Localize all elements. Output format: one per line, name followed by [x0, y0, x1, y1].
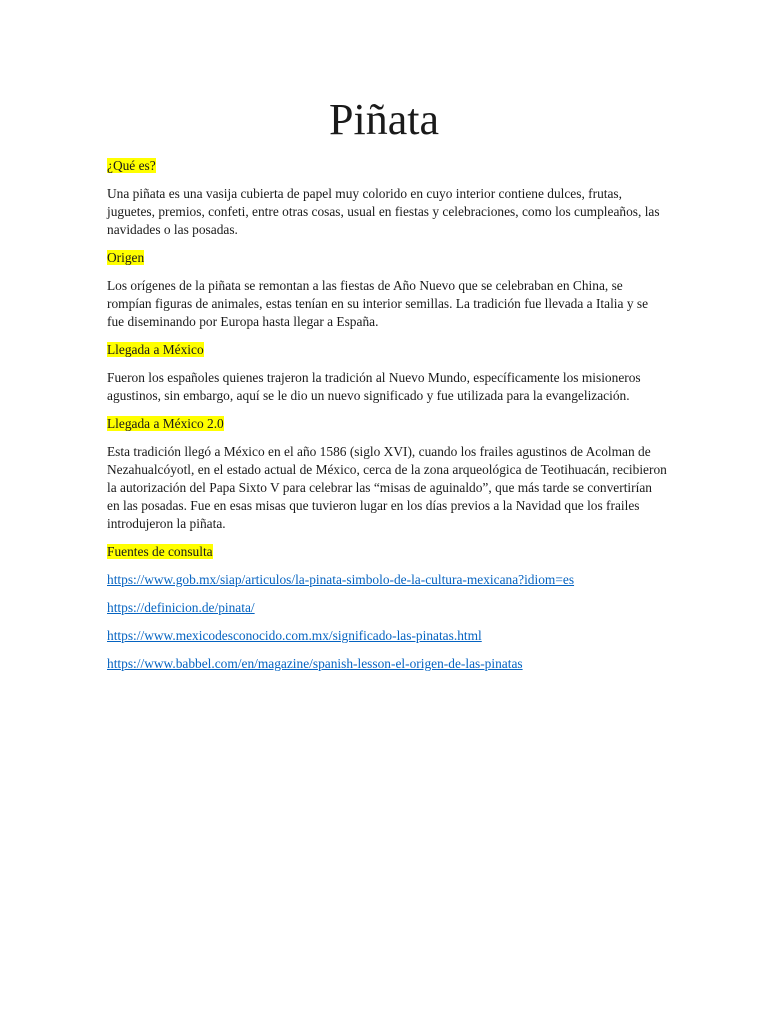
section-heading-fuentes — [107, 543, 667, 561]
highlighted-heading-text: Llegada a México — [107, 342, 204, 357]
section-heading-llegada-a-mexico — [107, 341, 667, 359]
section-paragraph-llegada-a-mexico: Fueron los españoles quienes trajeron la tradición al Nuevo Mundo, específicamente los misioneros agustinos, sin embargo, aquí se le dio un nuevo significado y fue utilizada para la evangelización. — [107, 370, 641, 403]
highlighted-heading-text: ¿Qué es? — [107, 158, 156, 173]
section-heading-llegada-a-mexico-2 — [107, 415, 667, 433]
highlighted-heading-text: Fuentes de consulta — [107, 544, 213, 559]
section-heading-origen — [107, 249, 667, 267]
highlighted-heading-text: Origen — [107, 250, 145, 265]
source-link-mexicodesconocido[interactable]: https://www.mexicodesconocido.com.mx/significado-las-pinatas.html — [107, 628, 482, 643]
highlighted-heading-text: Llegada a México 2.0 — [107, 416, 224, 431]
section-paragraph-origen: Los orígenes de la piñata se remontan a las fiestas de Año Nuevo que se celebraban en China, se rompían figuras de animales, estas tenían en su interior semillas. La tradición fue llevada a Italia y se fue diseminando por Europa hasta llegar a España. — [107, 278, 649, 329]
section-paragraph-que-es: Una piñata es una vasija cubierta de papel muy colorido en cuyo interior contiene dulces, frutas, juguetes, premios, confeti, entre otras cosas, usual en fiestas y celebraciones, como los cumpleaños, las navidades o las posadas. — [107, 186, 660, 237]
source-link-gob[interactable]: https://www.gob.mx/siap/articulos/la-pinata-simbolo-de-la-cultura-mexicana?idiom=es — [107, 572, 575, 587]
page-title: Piñata — [329, 95, 439, 144]
document-body — [107, 157, 667, 683]
section-paragraph-llegada-a-mexico-2: Esta tradición llegó a México en el año 1586 (siglo XVI), cuando los frailes agustinos de Acolman de Nezahualcóyotl, en el estado actual de México, cerca de la zona arqueológica de Teotihuacán, recibieron la autorización del Papa Sixto V para celebrar las “misas de aguinaldo”, que más tarde se convertirían en las posadas. Fue en esas misas que tuvieron lugar en los días previos a la Navidad que los frailes introdujeron la piñata. — [107, 444, 667, 531]
source-link-babbel[interactable]: https://www.babbel.com/en/magazine/spanish-lesson-el-origen-de-las-pinatas — [107, 656, 523, 671]
source-link-definicion[interactable]: https://definicion.de/pinata/ — [107, 600, 255, 615]
section-heading-que-es — [107, 157, 667, 175]
